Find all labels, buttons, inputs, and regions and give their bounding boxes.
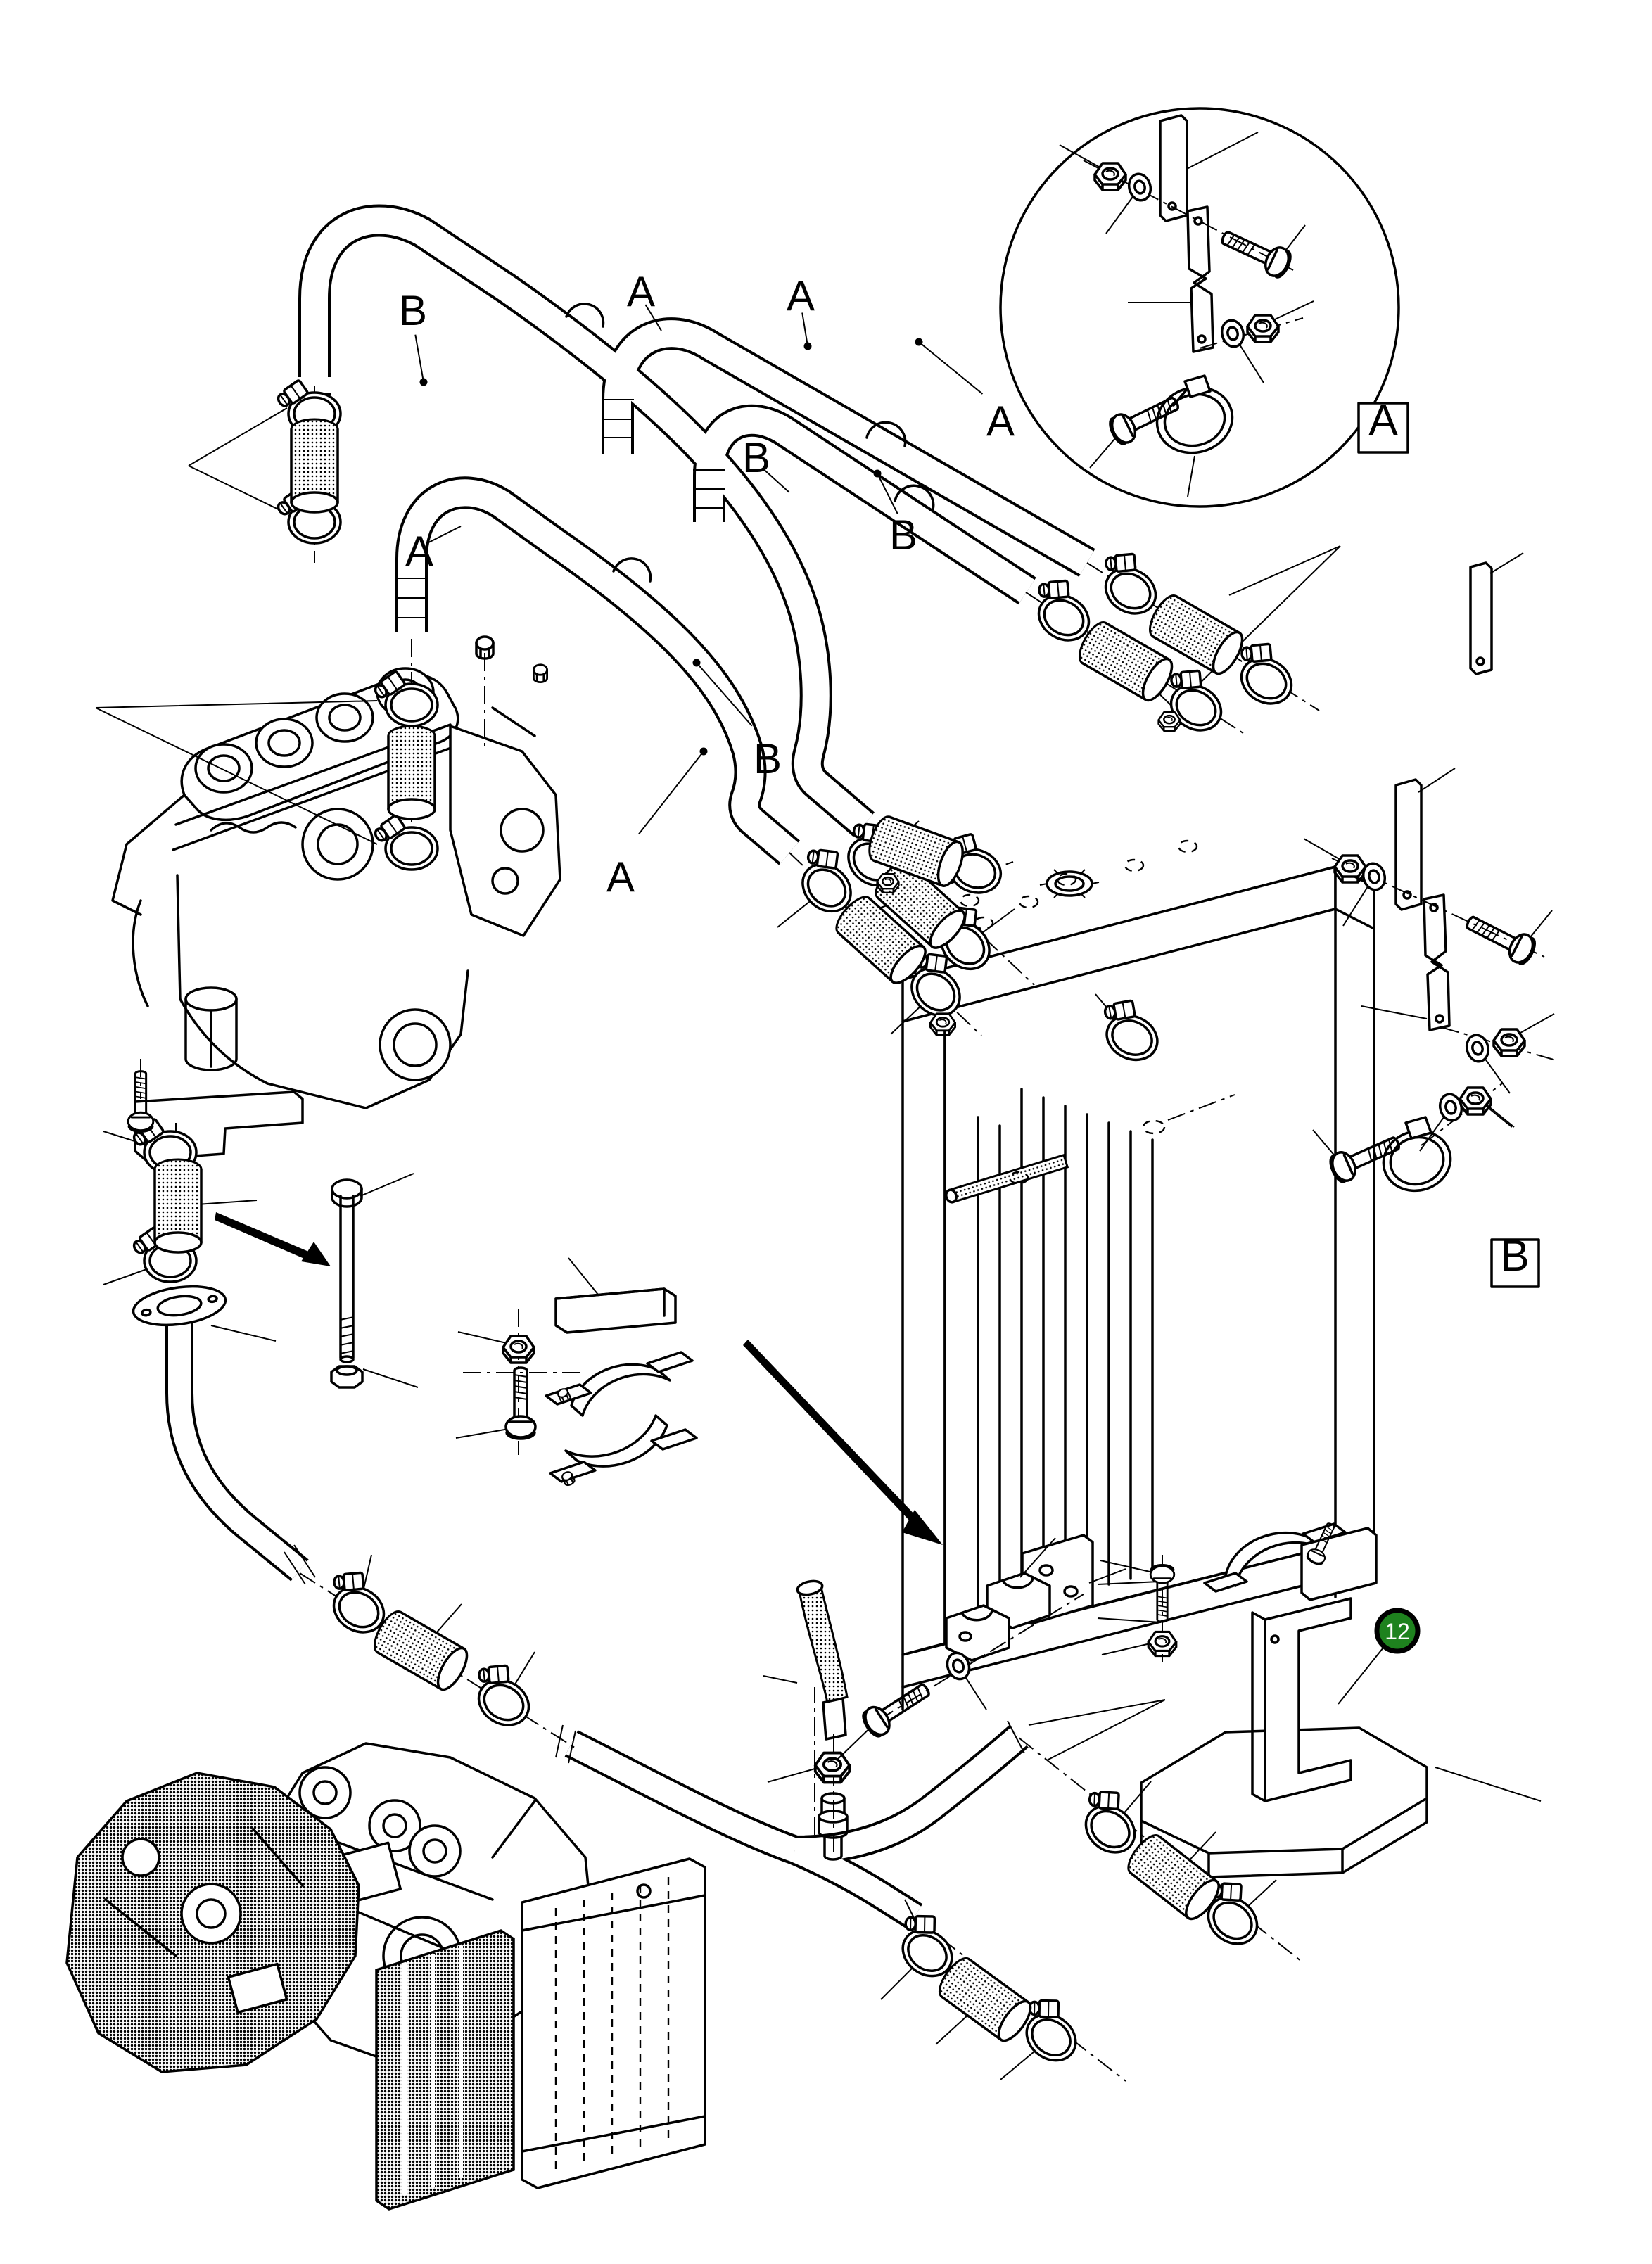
radiator-frame-panel	[522, 1859, 705, 2188]
nut-icon	[1494, 1029, 1525, 1056]
leader-dot	[874, 470, 882, 478]
nut-icon	[1148, 1632, 1176, 1655]
view-letter-label: B	[398, 287, 428, 334]
view-letter-label: A	[786, 272, 815, 319]
label-leader-line	[415, 335, 424, 382]
sleeve-icon	[155, 1159, 201, 1252]
detail-box-a-label: A	[1368, 396, 1398, 445]
view-letter-label: A	[606, 853, 635, 901]
view-letter-label: B	[742, 434, 771, 481]
bolt-icon	[506, 1368, 535, 1439]
nut-icon	[1460, 1088, 1491, 1114]
long-bolt-icon	[331, 1180, 362, 1387]
nut-icon	[815, 1753, 849, 1783]
view-letter-label: B	[889, 511, 918, 559]
view-letter-label: A	[986, 398, 1015, 445]
radiator-cap-icon	[1040, 870, 1099, 898]
leader-dot	[420, 379, 428, 386]
nut-icon	[1159, 712, 1181, 731]
clamp-icon	[459, 1653, 543, 1734]
clamp-icon	[372, 815, 438, 870]
flanged-elbow-pipe	[179, 1310, 315, 1584]
flexible-hose	[796, 1579, 847, 1859]
sleeve-icon	[291, 419, 338, 512]
detail-view-a	[1000, 108, 1399, 507]
bolt-icon	[859, 1677, 935, 1740]
detail-box-b-label: B	[1500, 1232, 1530, 1280]
leader-dot	[915, 338, 923, 346]
leader-dot	[693, 659, 701, 667]
bold-arrows	[215, 1212, 943, 1545]
detail-box-a	[1359, 396, 1408, 452]
plug-icon	[533, 665, 547, 682]
leader-dot	[804, 343, 812, 350]
label-leader-line	[639, 751, 704, 834]
oil-cooler-panel	[376, 1931, 514, 2209]
washer-icon	[1464, 1033, 1492, 1064]
detail-b-clamp	[1377, 1117, 1457, 1198]
pipe-clamp-assembly	[463, 1289, 697, 1482]
view-letter-label: A	[405, 528, 434, 575]
view-letter-label: A	[626, 268, 656, 315]
leader-dot	[700, 748, 708, 756]
engine-bottom-front	[67, 1773, 359, 2072]
sleeve-icon	[388, 726, 435, 819]
view-letter-label: B	[753, 735, 782, 782]
bolt-icon	[1462, 908, 1539, 967]
callout-number: 12	[1385, 1619, 1410, 1644]
flange-icon	[131, 1281, 228, 1330]
engine-top-left	[113, 653, 560, 1159]
part-callout-12	[1338, 1610, 1418, 1704]
label-leader-line	[919, 342, 982, 394]
sleeve-icon	[369, 1607, 472, 1693]
detail-box-b	[1492, 1232, 1539, 1287]
